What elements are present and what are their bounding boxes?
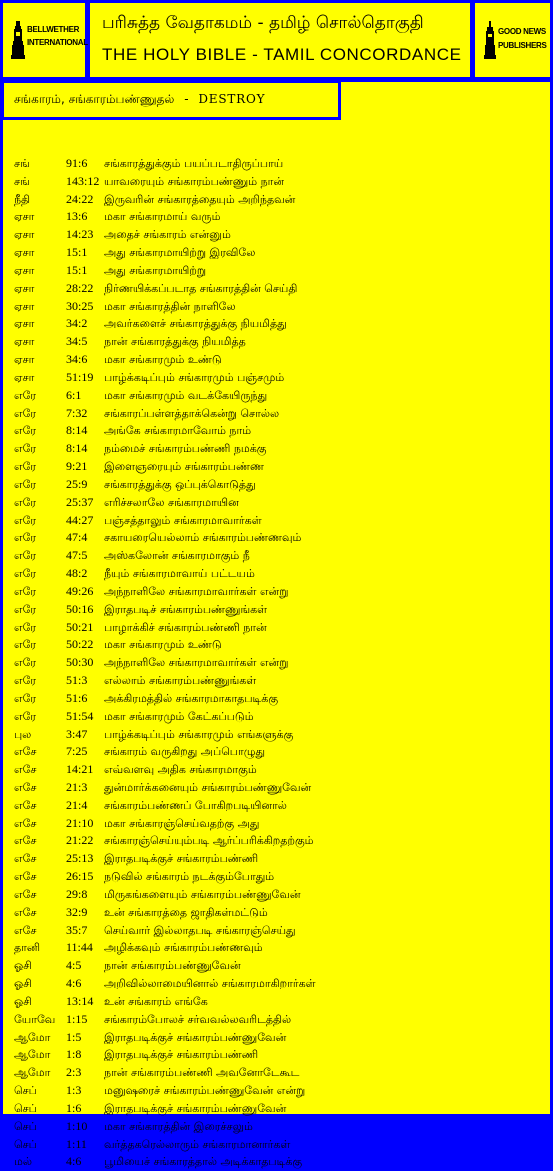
book-abbrev: எரே: [14, 691, 37, 705]
list-item: [14, 922, 544, 940]
list-item: [14, 333, 544, 351]
book-abbrev: எசே: [14, 870, 37, 884]
verse-reference: 29:8: [66, 886, 88, 901]
book-abbrev: எரே: [14, 495, 37, 509]
section-heading: [1, 80, 341, 120]
title-english: THE HOLY BIBLE - TAMIL CONCORDANCE: [102, 45, 462, 64]
verse-text: இராதபடிக்குச் சங்காரம்பண்ணுவேன்: [104, 1030, 287, 1044]
verse-reference: 50:30: [66, 655, 94, 670]
title-header: [90, 3, 470, 77]
verse-text: மகா சங்காரத்தின் இரைச்சலும்: [104, 1119, 253, 1133]
book-abbrev: ஏசா: [14, 317, 35, 331]
verse-reference: 51:6: [66, 690, 88, 705]
verse-reference: 1:5: [66, 1029, 82, 1044]
verse-text: மகா சங்காரமும் உண்டு: [104, 353, 222, 367]
list-item: [14, 1100, 544, 1118]
verse-text: செய்வார் இல்லாதபடி சங்காரஞ்செய்து: [104, 923, 296, 937]
book-abbrev: ஆமோ: [14, 1066, 51, 1080]
verse-text: பாழ்க்கடிப்பும் சங்காரமும் எங்களுக்கு: [104, 727, 294, 741]
verse-text: சங்காரத்துக்கு ஒப்புக்கொடுத்து: [104, 477, 256, 491]
verse-reference: 25:37: [66, 494, 94, 509]
list-item: [14, 1046, 544, 1064]
list-item: [14, 761, 544, 779]
list-item: [14, 244, 544, 262]
book-abbrev: எசே: [14, 852, 37, 866]
verse-text: மகா சங்காரஞ்செய்வதற்கு அது: [104, 816, 260, 830]
book-abbrev: சங்: [14, 174, 30, 188]
list-item: [14, 208, 544, 226]
book-abbrev: தானி: [14, 941, 41, 955]
verse-text: சங்காரம்போலச் சர்வவல்லவரிடத்தில்: [104, 1012, 292, 1026]
list-item: [14, 975, 544, 993]
verse-text: சகாயரையெல்லாம் சங்காரம்பண்ணவும்: [104, 531, 302, 545]
list-item: [14, 797, 544, 815]
book-abbrev: ஓசி: [14, 994, 32, 1008]
verse-text: அக்கிரமத்தில் சங்காரமாகாதபடிக்கு: [104, 691, 279, 705]
verse-text: இராதபடிச் சங்காரம்பண்ணுங்கள்: [104, 602, 268, 616]
section-word-english: DESTROY: [198, 92, 266, 106]
verse-reference: 4:6: [66, 1154, 82, 1169]
book-abbrev: ஏசா: [14, 246, 35, 260]
list-item: [14, 1011, 544, 1029]
book-abbrev: எரே: [14, 567, 37, 581]
verse-text: மகா சங்காரமும் வடக்கேயிருந்து: [104, 388, 268, 402]
book-abbrev: யோவே: [14, 1012, 56, 1026]
verse-reference: 44:27: [66, 512, 94, 527]
list-item: [14, 512, 544, 530]
verse-text: யாவரையும் சங்காரம்பண்ணும் நான்: [104, 174, 285, 188]
verse-text: எல்லாம் சங்காரம்பண்ணுங்கள்: [104, 674, 257, 688]
list-item: [14, 458, 544, 476]
list-item: [14, 993, 544, 1011]
verse-reference: 3:47: [66, 726, 88, 741]
logo-right-line1: GOOD NEWS: [498, 27, 546, 36]
book-abbrev: எசே: [14, 816, 37, 830]
verse-text: நிர்ணயிக்கப்படாத சங்காரத்தின் செய்தி: [104, 281, 298, 295]
verse-text: இளைஞரையும் சங்காரம்பண்ண: [104, 460, 264, 474]
book-abbrev: எசே: [14, 798, 37, 812]
verse-text: நான் சங்காரம்பண்ணுவேன்: [104, 959, 241, 973]
book-abbrev: எரே: [14, 460, 37, 474]
book-abbrev: எரே: [14, 656, 37, 670]
book-abbrev: எசே: [14, 763, 37, 777]
section-label: [14, 92, 265, 108]
list-item: [14, 904, 544, 922]
book-abbrev: எரே: [14, 406, 37, 420]
verse-text: அஸ்கலோன் சங்காரமாகும் நீ: [104, 549, 250, 563]
verse-text: நீயும் சங்காரமாவாய் பட்டயம்: [104, 567, 255, 581]
list-item: [14, 779, 544, 797]
list-item: [14, 369, 544, 387]
verse-reference: 35:7: [66, 922, 88, 937]
list-item: [14, 619, 544, 637]
verse-text: அதைச் சங்காரம் என்னும்: [104, 228, 231, 242]
verse-reference: 51:19: [66, 369, 94, 384]
book-abbrev: எரே: [14, 602, 37, 616]
list-item: [14, 815, 544, 833]
book-abbrev: செப்: [14, 1119, 37, 1133]
book-abbrev: எரே: [14, 477, 37, 491]
verse-reference: 13:6: [66, 209, 88, 224]
list-item: [14, 315, 544, 333]
list-item: [14, 387, 544, 405]
book-abbrev: செப்: [14, 1084, 37, 1098]
book-abbrev: ஆமோ: [14, 1048, 51, 1062]
book-abbrev: ஏசா: [14, 210, 35, 224]
verse-text: இராதபடிக்குச் சங்காரம்பண்ணி: [104, 852, 259, 866]
verse-text: அந்நாளிலே சங்காரமாவார்கள் என்று: [104, 656, 289, 670]
list-item: [14, 226, 544, 244]
book-abbrev: எரே: [14, 531, 37, 545]
verse-text: இராதபடிக்குச் சங்காரம்பண்ணி: [104, 1048, 259, 1062]
verse-reference: 21:3: [66, 779, 88, 794]
book-abbrev: ஏசா: [14, 353, 35, 367]
list-item: [14, 422, 544, 440]
verse-text: அது சங்காரமாயிற்று: [104, 263, 207, 277]
verse-reference: 28:22: [66, 280, 94, 295]
verse-reference: 21:10: [66, 815, 94, 830]
verse-text: அது சங்காரமாயிற்று இரவிலே: [104, 246, 256, 260]
book-abbrev: ஆமோ: [14, 1030, 51, 1044]
bellwether-logo-text: [27, 23, 88, 49]
book-abbrev: எசே: [14, 780, 37, 794]
book-abbrev: எசே: [14, 887, 37, 901]
book-abbrev: ஏசா: [14, 299, 35, 313]
book-abbrev: எரே: [14, 674, 37, 688]
verse-reference: 50:22: [66, 637, 94, 652]
list-item: [14, 868, 544, 886]
verse-reference: 1:15: [66, 1011, 88, 1026]
verse-reference: 14:23: [66, 227, 94, 242]
verse-reference: 1:6: [66, 1100, 82, 1115]
verse-text: வர்த்தகரெல்லாரும் சங்காரமானார்கள்: [104, 1137, 291, 1151]
book-abbrev: ஏசா: [14, 335, 35, 349]
verse-reference: 8:14: [66, 423, 88, 438]
book-abbrev: செப்: [14, 1101, 37, 1115]
book-abbrev: எசே: [14, 905, 37, 919]
logo-left-line2: INTERNATIONAL: [27, 38, 88, 47]
book-abbrev: ஏசா: [14, 281, 35, 295]
verse-reference: 47:5: [66, 548, 88, 563]
verse-text: உன் சங்காரம் எங்கே: [104, 994, 208, 1008]
verse-text: இராதபடிக்குச் சங்காரம்பண்ணுவேன்: [104, 1101, 287, 1115]
verse-text: பாழ்க்கடிப்பும் சங்காரமும் பஞ்சமும்: [104, 370, 285, 384]
list-item: [14, 440, 544, 458]
verse-reference: 1:10: [66, 1118, 88, 1133]
verse-text: மிருகங்களையும் சங்காரம்பண்ணுவேன்: [104, 887, 301, 901]
verse-reference: 25:13: [66, 851, 94, 866]
verse-text: சங்காரத்துக்கும் பயப்படாதிருப்பாய்: [104, 157, 284, 170]
book-abbrev: எரே: [14, 513, 37, 527]
list-item: [14, 636, 544, 654]
verse-reference: 1:8: [66, 1047, 82, 1062]
list-item: [14, 601, 544, 619]
section-word-tamil: சங்காரம், சங்காரம்பண்ணுதல்: [14, 92, 175, 106]
verse-text: எரிச்சலாலே சங்காரமாயின: [104, 495, 239, 509]
verse-reference: 15:1: [66, 245, 88, 260]
verse-reference: 4:5: [66, 958, 82, 973]
verse-reference: 11:44: [66, 940, 93, 955]
bellwether-logo: [3, 3, 88, 77]
list-item: [14, 1082, 544, 1100]
verse-reference: 48:2: [66, 566, 88, 581]
book-abbrev: ஏசா: [14, 263, 35, 277]
verse-reference: 1:3: [66, 1083, 82, 1098]
list-item: [14, 1064, 544, 1082]
lamp-tower-icon: [11, 21, 25, 59]
list-item: [14, 494, 544, 512]
verse-text: நான் சங்காரம்பண்ணி அவனோடேகூட: [104, 1066, 300, 1080]
verse-text: பூமியைச் சங்காரத்தால் அடிக்காதபடிக்கு: [104, 1155, 303, 1169]
book-abbrev: புல: [14, 727, 32, 741]
verse-reference: 34:5: [66, 334, 88, 349]
verse-text: நடுவில் சங்காரம் நடக்கும்போதும்: [104, 870, 275, 884]
verse-reference: 7:32: [66, 405, 88, 420]
verse-text: அந்நாளிலே சங்காரமாவார்கள் என்று: [104, 584, 289, 598]
book-abbrev: எசே: [14, 834, 37, 848]
list-item: [14, 654, 544, 672]
verse-reference: 49:26: [66, 583, 94, 598]
list-item: [14, 672, 544, 690]
verse-reference: 6:1: [66, 387, 82, 402]
list-item: [14, 583, 544, 601]
logo-right-line2: PUBLISHERS: [498, 41, 547, 50]
verse-text: இருவரின் சங்காரத்தையும் அறிந்தவன்: [104, 192, 296, 206]
verse-reference: 51:54: [66, 708, 94, 723]
book-abbrev: எரே: [14, 388, 37, 402]
book-abbrev: சங்: [14, 157, 30, 170]
verse-text: எவ்வளவு அதிக சங்காரமாகும்: [104, 763, 257, 777]
verse-reference: 9:21: [66, 459, 88, 474]
good-news-logo: [475, 3, 550, 77]
list-item: [14, 529, 544, 547]
book-abbrev: ஏசா: [14, 370, 35, 384]
verse-text: நம்மைச் சங்காரம்பண்ணி நமக்கு: [104, 442, 267, 456]
verse-reference: 1:11: [66, 1136, 87, 1151]
verse-text: சங்காரஞ்செய்யும்படி ஆர்ப்பரிக்கிறதற்கும்: [104, 834, 314, 848]
verse-reference: 7:25: [66, 744, 88, 759]
list-item: [14, 298, 544, 316]
list-item: [14, 850, 544, 868]
verse-text: சங்காரம்பண்ணப் போகிறபடியினால்: [104, 798, 287, 812]
verse-reference: 26:15: [66, 869, 94, 884]
list-item: [14, 191, 544, 209]
book-abbrev: ஏசா: [14, 228, 35, 242]
verse-text: மனுஷரைச் சங்காரம்பண்ணுவேன் என்று: [104, 1084, 306, 1098]
list-item: [14, 547, 544, 565]
list-item: [14, 708, 544, 726]
verse-reference: 30:25: [66, 298, 94, 313]
verse-text: சங்காரப்பள்ளத்தாக்கென்று சொல்ல: [104, 406, 280, 420]
verse-text: துன்மார்க்கனையும் சங்காரம்பண்ணுவேன்: [104, 780, 312, 794]
list-item: [14, 1029, 544, 1047]
list-item: [14, 957, 544, 975]
verse-reference: 143:12: [66, 173, 100, 188]
verse-reference: 21:22: [66, 833, 94, 848]
list-item: [14, 173, 544, 191]
verse-reference: 50:16: [66, 601, 94, 616]
verse-reference: 24:22: [66, 191, 94, 206]
list-item: [14, 886, 544, 904]
verse-text: உன் சங்காரத்தை ஜாதிகள்மட்டும்: [104, 905, 268, 919]
verse-reference: 91:6: [66, 156, 88, 170]
book-abbrev: செப்: [14, 1137, 37, 1151]
list-item: [14, 262, 544, 280]
book-abbrev: எசே: [14, 745, 37, 759]
list-item: [14, 1118, 544, 1136]
verse-text: பஞ்சத்தாலும் சங்காரமாவார்கள்: [104, 513, 262, 527]
book-abbrev: எரே: [14, 424, 37, 438]
verse-reference: 50:21: [66, 619, 94, 634]
verse-text: மகா சங்காரமும் கேட்கப்படும்: [104, 709, 254, 723]
verse-reference: 21:4: [66, 797, 88, 812]
logo-left-line1: BELLWETHER: [27, 25, 80, 34]
list-item: [14, 155, 544, 173]
verse-reference: 8:14: [66, 441, 88, 456]
verse-reference: 34:2: [66, 316, 88, 331]
good-news-logo-text: [498, 25, 547, 53]
verse-reference: 51:3: [66, 673, 88, 688]
verse-text: அழிக்கவும் சங்காரம்பண்ணவும்: [104, 941, 263, 955]
verse-text: அறிவில்லாமையினால் சங்காரமாகிறார்கள்: [104, 977, 316, 991]
verse-text: சங்காரம் வருகிறது அப்பொழுது: [104, 745, 265, 759]
verse-reference: 34:6: [66, 352, 88, 367]
book-abbrev: எரே: [14, 584, 37, 598]
list-item: [14, 1153, 544, 1171]
book-abbrev: மல்: [14, 1155, 32, 1169]
list-item: [14, 280, 544, 298]
list-item: [14, 832, 544, 850]
list-item: [14, 690, 544, 708]
book-abbrev: எரே: [14, 549, 37, 563]
verse-text: அவர்களைச் சங்காரத்துக்கு நியமித்து: [104, 317, 287, 331]
list-item: [14, 939, 544, 957]
tower-icon: [484, 21, 496, 59]
list-item: [14, 743, 544, 761]
book-abbrev: ஓசி: [14, 959, 32, 973]
book-abbrev: எரே: [14, 709, 37, 723]
verse-reference: 13:14: [66, 993, 94, 1008]
verse-text: பாழாக்கிச் சங்காரம்பண்ணி நான்: [104, 620, 267, 634]
section-separator: -: [184, 92, 189, 106]
verse-reference: 32:9: [66, 904, 88, 919]
list-item: [14, 405, 544, 423]
list-item: [14, 351, 544, 369]
book-abbrev: எரே: [14, 442, 37, 456]
list-item: [14, 565, 544, 583]
concordance-list: [14, 155, 544, 1171]
book-abbrev: எசே: [14, 923, 37, 937]
book-abbrev: நீதி: [14, 192, 31, 206]
book-abbrev: எரே: [14, 620, 37, 634]
book-abbrev: எரே: [14, 638, 37, 652]
verse-text: மகா சங்காரமாய் வரும்: [104, 210, 221, 224]
verse-reference: 4:6: [66, 976, 82, 991]
verse-text: அங்கே சங்காரமாவோம் நாம்: [104, 424, 252, 438]
verse-text: நான் சங்காரத்துக்கு நியமித்த: [104, 335, 246, 349]
verse-reference: 2:3: [66, 1065, 82, 1080]
verse-reference: 25:9: [66, 476, 88, 491]
verse-reference: 14:21: [66, 762, 94, 777]
title-tamil: பரிசுத்த வேதாகமம் - தமிழ் சொல்தொகுதி: [102, 13, 424, 33]
verse-text: மகா சங்காரமும் உண்டு: [104, 638, 222, 652]
book-abbrev: ஓசி: [14, 977, 32, 991]
list-item: [14, 726, 544, 744]
list-item: [14, 1136, 544, 1154]
verse-reference: 47:4: [66, 530, 88, 545]
verse-reference: 15:1: [66, 262, 88, 277]
list-item: [14, 476, 544, 494]
verse-text: மகா சங்காரத்தின் நாளிலே: [104, 299, 236, 313]
